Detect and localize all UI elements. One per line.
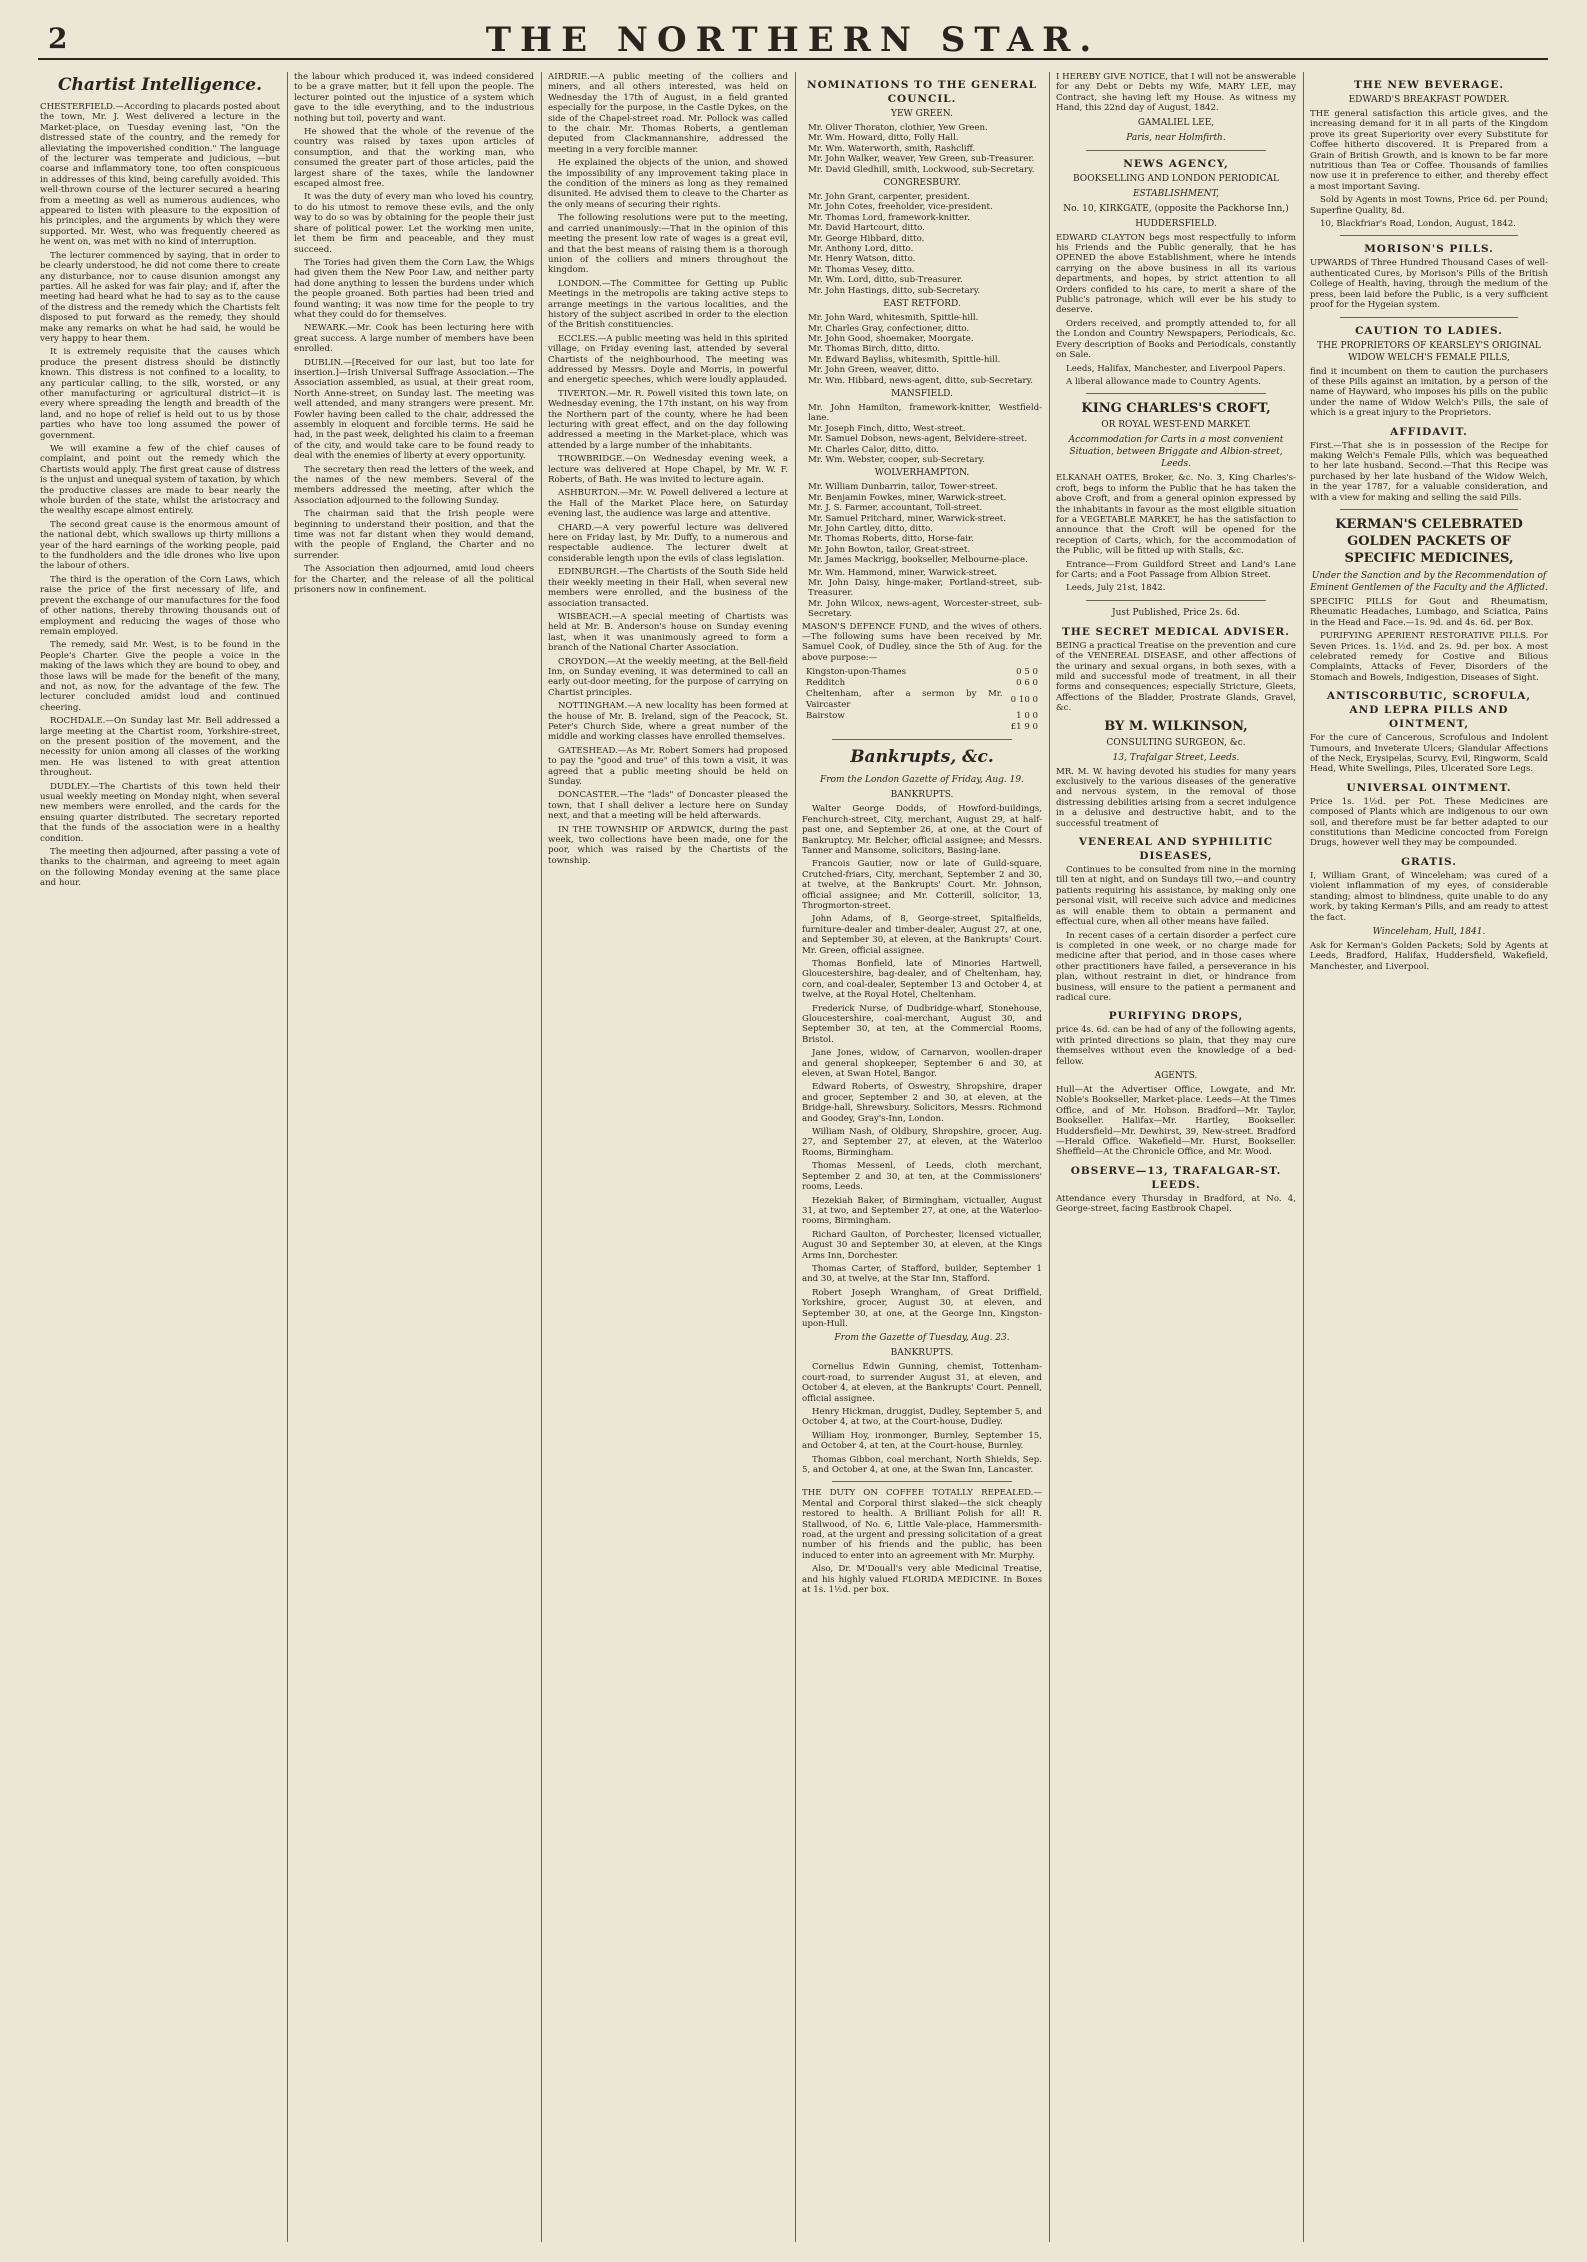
caution-heading: CAUTION TO LADIES. [1355, 324, 1503, 337]
fund-source: Redditch [806, 678, 846, 689]
nomination-place: EAST RETFORD. [883, 299, 961, 310]
fund-amount: 0 5 0 [1016, 667, 1038, 678]
beverage-body: Sold by Agents in most Towns, Price 6d. per Pound; Superfine Quality, 8d. [1310, 195, 1548, 216]
nominee: Mr. Samuel Dobson, news-agent, Belvidere-street. [808, 434, 1028, 445]
page-number: 2 [48, 22, 68, 55]
croft-sub: OR ROYAL WEST-END MARKET. [1101, 420, 1251, 431]
agents-heading: AGENTS. [1154, 1070, 1198, 1081]
bankrupt-entry: Cornelius Edwin Gunning, chemist, Tottenham-court-road, to surrender August 31, at eleven, and October 4, at eleven, at the Bankrupts' Court. Pennell, official assignee. [802, 1362, 1042, 1404]
news-agency-body: Leeds, Halifax, Manchester, and Liverpool Papers. [1066, 363, 1286, 374]
nominee: Mr. John Green, weaver, ditto. [808, 365, 940, 376]
column-rule [795, 72, 796, 2242]
article-paragraph: The following resolutions were put to the meeting, and carried unanimously:—That in the opinion of this meeting the present low rate of wages is a great evil, and that the best means of raising them is a thorough union of the colliers and miners throughout the kingdom. [548, 213, 788, 276]
section-heading-chartist: Chartist Intelligence. [57, 75, 263, 95]
fund-row [802, 678, 1042, 689]
purifying-body: price 4s. 6d. can be had of any of the following agents, with printed directions so plain, that they may cure themselves without even the knowledge of a bed-fellow. [1056, 1025, 1296, 1067]
wilkinson-body: In recent cases of a certain disorder a perfect cure is completed in one week, or no charge made for medicine after that period, and in those cases where other practitioners have failed, a perseverance in his plan, without restraint in diet, or hindrance from business, will ensure to the patient a permanent and radical cure. [1056, 930, 1296, 1003]
fund-amount: 0 10 0 [1010, 694, 1038, 705]
universal-heading: UNIVERSAL OINTMENT. [1346, 781, 1512, 794]
news-agency-town: HUDDERSFIELD. [1135, 218, 1217, 229]
bankrupt-entry: Francois Gautier, now or late of Guild-square, Crutched-friars, City, merchant, September 2 and 30, at twelve, at the Bankrupts' Court. Mr. Johnson, official assignee; and Mr. Cotterill, solicitor, 13, Throgmorton-street. [802, 859, 1042, 911]
article-paragraph: The Tories had given them the Corn Law, the Whigs had given them the New Poor Law, and neither party had done anything to lessen the burdens under which the people groaned. Both parties had been tried and found wanting; it was now time for the people to try what they could do for themselves. [294, 257, 534, 320]
news-agency-establishment: ESTABLISHMENT, [1132, 188, 1220, 199]
nominee: Mr. Thomas Vesey, ditto. [808, 264, 915, 275]
fund-source: Bairstow [806, 711, 845, 722]
nominee: Mr. Thomas Birch, ditto, ditto. [808, 344, 940, 355]
nominations-heading: NOMINATIONS TO THE GENERAL COUNCIL. [807, 79, 1037, 105]
beverage-body: THE general satisfaction this article gives, and the increasing demand for it in all parts of the Kingdom prove its great Superiority over every Substitute for Coffee hitherto discovered. It is Prepared from a Grain of British Growth, and is known to be far more nutritious than Tea or Coffee. Thousands of families now use it in preference to either, and thereby effect a most important Saving. [1310, 109, 1548, 192]
beverage-heading: THE NEW BEVERAGE. [1354, 79, 1504, 91]
news-agency-sub: BOOKSELLING AND LONDON PERIODICAL [1073, 173, 1279, 184]
article-paragraph: CROYDON.—At the weekly meeting, at the Bell-field Inn, on Sunday evening, it was determined to call an early out-door meeting, for the purpose of carrying on Chartist principles. [548, 656, 788, 698]
nomination-names [808, 192, 1042, 296]
nominee: Mr. Joseph Finch, ditto, West-street. [808, 423, 966, 434]
purifying-pills-body: PURIFYING APERIENT RESTORATIVE PILLS. For Seven Prices. 1s. 1½d. and 2s. 9d. per box. A most celebrated remedy for Costive and Bilious Complaints, Attacks of Fever, Disorders of the Stomach and Bowels, Indigestion, Diseases of Sight. [1310, 631, 1548, 683]
specific-pills-body: SPECIFIC PILLS for Gout and Rheumatism, Rheumatic Headaches, Lumbago, and Sciatica, Pains in the Head and Face.—1s. 9d. and 4s. 6d. per Box. [1310, 596, 1548, 628]
nomination-names [808, 313, 1042, 386]
nominee: Mr. John Cartley, ditto, ditto. [808, 524, 933, 534]
article-paragraph: CHESTERFIELD.—According to placards posted about the town, Mr. J. West delivered a lecture in the Market-place, on Tuesday evening last, "On the distressed state of the country, and the remedy for alleviating the impoverished condition." The language of the lecturer was temperate and judicious, —but coarse and inflammatory tone, too often conspicuous in addresses of this kind, being carefully avoided. This well-thrown course of the lecturer secured a hearing from a meeting as well as numerous audiences, who appeared to listen with pleasure to the exposition of his principles, and the arguments by which they were supported. Mr. West, who was frequently cheered as he went on, was met with no kind of interruption. [40, 102, 280, 248]
bankrupt-entry: Frederick Nurse, of Dudbridge-wharf, Stonehouse, Gloucestershire, coal-merchant, August 30, and September 30, at ten, at the Commercial Rooms, Bristol. [802, 1003, 1042, 1045]
nomination-names [808, 123, 1042, 175]
divider [832, 1481, 1012, 1482]
column-four [802, 72, 1042, 2242]
nominee: Mr. William Dunbarrin, tailor, Tower-street. [808, 482, 998, 493]
testimonial-signature: Winceleham, Hull, 1841. [1372, 926, 1486, 937]
fund-amount: £1 9 0 [1010, 722, 1038, 733]
article-paragraph: the labour which produced it, was indeed considered to be a grave matter, but it fell upon the people. The lecturer pointed out the injustice of a system which gave to the idle everything, and to the industrious nothing but toil, poverty and want. [294, 72, 534, 124]
bankrupt-entry: William Nash, of Oldbury, Shropshire, grocer, Aug. 27, and September 27, at eleven, at the Waterloo Rooms, Birmingham. [802, 1127, 1042, 1158]
news-agency-body: EDWARD CLAYTON begs most respectfully to inform his Friends and the Public generally, that he has OPENED the above Establishment, where he intends carrying on the above business in all its various departments, and hopes, by strict attention to all Orders confided to his care, to merit a share of the Public's patronage, which will ever be his study to deserve. [1056, 232, 1296, 316]
article-paragraph: DONCASTER.—The "lads" of Doncaster pleased the town, that I shall deliver a lecture here on Sunday next, and that a meeting will be held afterwards. [548, 790, 788, 822]
article-paragraph: TIVERTON.—Mr. R. Powell visited this town late, on Wednesday evening, the 17th instant, on his way from the Northern part of the county, where he had been lecturing with great effect, and on the day following addressed a meeting in the Market-place, which was attended by a large number of the inhabitants. [548, 388, 788, 451]
article-paragraph: DUBLIN.—[Received for our last, but too late for insertion.]—Irish Universal Suffrage Association.—The Association assembled, as usual, at their great room, North Anne-street, on Sunday last. The meeting was well attended, and many strangers were present. Mr. Fowler having been called to the chair, addressed the assembly in eloquent and forcible terms. He said he had, in the past week, delighted his claim to a freeman of the city, and would take care to be found ready to deal with the enemies of liberty at every opportunity. [294, 357, 534, 462]
nominee: Mr. John Hamilton, framework-knitter, Westfield-lane. [808, 402, 1042, 424]
news-agency-body: A liberal allowance made to Country Agents. [1066, 376, 1262, 387]
purifying-heading: PURIFYING DROPS, [1108, 1010, 1244, 1023]
nominee: Mr. John Grant, carpenter, president. [808, 192, 970, 203]
secret-body: BEING a practical Treatise on the prevention and cure of the VENEREAL DISEASE, and other affections of the urinary and sexual organs, in both sexes, with a mild and successful mode of treatment, in all their forms and consequences; especially Stricture, Gleets, Affections of the Bladder, Prostrate Glands, Gravel, &c. [1056, 640, 1296, 714]
column-rule [1303, 72, 1304, 2242]
news-agency-address: No. 10, KIRKGATE, (opposite the Packhorse Inn,) [1063, 203, 1289, 214]
bankrupt-entry: Jane Jones, widow, of Carnarvon, woollen-draper and general shopkeeper, September 6 and 30, at eleven, at Swan Hotel, Bangor. [802, 1048, 1042, 1080]
nominee: Mr. Charles Calor, ditto, ditto. [808, 444, 939, 455]
coffee-advert-detail: Also, Dr. M'Douall's very able Medicinal Treatise, and his highly valued FLORIDA MEDICINE. In Boxes at 1s. 1½d. per box. [802, 1564, 1042, 1596]
nominee: Mr. Samuel Pritchard, miner, Warwick-street. [808, 513, 1006, 524]
nominee: Mr. David Hartcourt, ditto. [808, 223, 925, 234]
column-rule [1049, 72, 1050, 2242]
bankrupt-entry: Thomas Messenl, of Leeds, cloth merchant, September 2 and 30, at ten, at the Commissioners' rooms, Leeds. [802, 1161, 1042, 1193]
gazette-subhead: BANKRUPTS. [890, 790, 954, 801]
affidavit-heading: AFFIDAVIT. [1390, 425, 1468, 438]
wilkinson-body: MR. M. W. having devoted his studies for many years exclusively to the various diseases of the generative and nervous system, in the removal of those distressing debilities arising from a secret indulgence in a delusive and destructive habit, and to the successful treatment of [1056, 766, 1296, 829]
caution-sub: THE PROPRIETORS OF KEARSLEY'S ORIGINAL WIDOW WELCH'S FEMALE PILLS, [1317, 340, 1541, 363]
nominee: Mr. John Bowton, tailor, Great-street. [808, 544, 971, 555]
column-rule [287, 72, 288, 2242]
nominee: Mr. Anthony Lord, ditto. [808, 244, 914, 255]
notice-place: Paris, near Holmfirth. [1126, 132, 1226, 143]
article-paragraph: TROWBRIDGE.—On Wednesday evening week, a lecture was delivered at Hope Chapel, by Mr. W. F. Roberts, of Bath. He was invited to lecture again. [548, 454, 788, 486]
notice-signature: GAMALIEL LEE, [1137, 117, 1215, 128]
nomination-names [808, 403, 1042, 465]
universal-body: Price 1s. 1½d. per Pot. These Medicines are composed of Plants which are indigenous to our own soil, and therefore must be far better adapted to our constitutions than Medicine concocted from Foreign Drugs, however well they may be compounded. [1310, 796, 1548, 849]
section-heading-bankrupts: Bankrupts, &c. [850, 747, 994, 768]
wife-debt-notice: I HEREBY GIVE NOTICE, that I will not be answerable for any Debt or Debts my Wife, MARY LEE, may Contract, she having left my House. As witness my Hand, this 22nd day of August, 1842. [1056, 72, 1296, 114]
bankrupt-entry: Richard Gaulton, of Porchester, licensed victualler, August 30 and September 30, at eleven, at the Kings Arms Inn, Dorchester. [802, 1229, 1042, 1261]
caution-body: find it incumbent on them to caution the purchasers of these Pills against an imitation, by a person of the name of Hayward, who imposes his pills on the public under the name of Widow Welch's Pills, the sale of which is a great injury to the Proprietors. [1310, 366, 1548, 419]
bankrupt-entry: Hezekiah Baker, of Birmingham, victualler, August 31, at two, and September 27, at one, at the Waterloo-rooms, Birmingham. [802, 1195, 1042, 1227]
beverage-body: 10, Blackfriar's Road, London, August, 1842. [1320, 219, 1516, 230]
column-six [1310, 72, 1548, 2242]
fund-source: Kingston-upon-Thames [806, 667, 907, 678]
nominee: Mr. John Wilcox, news-agent, Worcester-street, sub-Secretary. [808, 598, 1042, 620]
croft-body: Leeds, July 21st, 1842. [1066, 583, 1166, 594]
affidavit-body: First.—That she is in possession of the Recipe for making Welch's Female Pills, which was bequeathed to her late husband. Second.—That this Recipe was purchased by her late husband of the Widow Welch, in the year 1787, for a valuable consideration, and with a view for making and selling the said Pills. [1310, 440, 1548, 503]
article-paragraph: AIRDRIE.—A public meeting of the colliers and miners, and all others interested, was held on Wednesday the 17th of August, in a field granted especially for the purpose, in the Castle Dykes, on the side of the Chapel-street road. Mr. Pollock was called to the chair. Mr. Thomas Roberts, a gentleman deputed from Clackmannanshire, addressed the meeting in a very forcible manner. [548, 72, 788, 155]
nominee: Mr. Oliver Thoraton, clothier, Yew Green. [808, 123, 988, 133]
column-three [548, 72, 788, 2242]
article-paragraph: The remedy, said Mr. West, is to be found in the People's Charter. Give the people a voice in the making of the laws which they are bound to obey, and those laws will be made for the benefit of the many, and not, as now, for the advantage of the few. The lecturer concluded amidst loud and continued cheering. [40, 640, 280, 713]
column-two [294, 72, 534, 2242]
gazette-date: From the Gazette of Tuesday, Aug. 23. [834, 1333, 1010, 1344]
wilkinson-heading: BY M. WILKINSON, [1104, 718, 1248, 734]
croft-italic: Accommodation for Carts in a most convenient Situation, between Briggate and Albion-street, Leeds. [1068, 435, 1284, 470]
defence-fund-notice: MASON'S DEFENCE FUND, and the wives of others.—The following sums have been received by Mr. Samuel Cook, of Dudley, since the 5th of Aug. for the above purpose:— [802, 621, 1042, 663]
nominee: Mr. Wm. Hammond, miner, Warwick-street. [808, 567, 998, 578]
bankrupt-entry: William Hoy, ironmonger, Burnley, September 15, and October 4, at ten, at the Court-house, Burnley. [802, 1430, 1042, 1452]
nominee: Mr. Thomas Roberts, ditto, Horse-fair. [808, 534, 974, 545]
divider [1086, 600, 1266, 601]
nominee: Mr. J. S. Farmer, accountant, Toll-street. [808, 503, 983, 514]
article-paragraph: It is extremely requisite that the causes which produce the present distress should be distinctly known. This distress is not confined to a locality, to any particular calling, to the silk, worsted, or any other manufacturing or agricultural district—it is every where spreading the length and breadth of the land, and no hope of relief is held out to us by those parties who have too long assumed the power of government. [40, 347, 280, 441]
fund-row [802, 689, 1042, 711]
article-paragraph: The second great cause is the enormous amount of the national debt, which swallows up thirty millions a year of the hard earnings of the working people, paid to the fundholders and the idle drones who live upon the labour of others. [40, 519, 280, 572]
article-paragraph: The meeting then adjourned, after passing a vote of thanks to the chairman, and agreeing to meet again on the following Monday evening at the same place and hour. [40, 847, 280, 889]
kerman-heading: KERMAN'S CELEBRATED GOLDEN PACKETS OF SPECIFIC MEDICINES, [1335, 516, 1523, 566]
article-paragraph: EDINBURGH.—The Chartists of the South Side held their weekly meeting in their Hall, when several new members were enrolled, and the business of the association transacted. [548, 567, 788, 609]
croft-body: ELKANAH OATES, Broker, &c. No. 3, King Charles's-croft, begs to inform the Public that he has taken the above Croft, and from a general opinion expressed by the inhabitants in favour as the most eligible situation for a VEGETABLE MARKET, he has the satisfaction to announce that the Croft will be opened for the reception of Carts, which, for the accommodation of the Public, will be fitted up with Stalls, &c. [1056, 473, 1296, 557]
nominee: Mr. Charles Gray, confectioner, ditto. [808, 323, 970, 334]
coffee-advert: THE DUTY ON COFFEE TOTALLY REPEALED.—Mental and Corporal thirst slaked—the sick cheaply restored to health. A Brilliant Polish for all! R. Stallwood, of No. 6, Little Vale-place, Hammersmith-road, at the urgent and pressing solicitation of a great number of his friends and the public, has been induced to enter into an agreement with Mr. Murphy. [802, 1488, 1042, 1561]
fund-source [802, 722, 1007, 733]
defence-fund-table [802, 667, 1042, 733]
fund-amount: 1 0 0 [1016, 711, 1038, 722]
fund-amount: 0 6 0 [1016, 678, 1038, 689]
fund-row [802, 722, 1042, 733]
article-paragraph: CHARD.—A very powerful lecture was delivered here on Friday last, by Mr. Duffy, to a numerous and respectable audience. The lecturer dwelt at considerable length upon the evils of class legislation. [548, 522, 788, 564]
wilkinson-diseases: VENEREAL AND SYPHILITIC DISEASES, [1078, 836, 1274, 863]
nominee: Mr. John Good, shoemaker, Moorgate. [808, 333, 974, 344]
article-paragraph: NEWARK.—Mr. Cook has been lecturing here with great success. A large number of members have been enrolled. [294, 323, 534, 355]
article-paragraph: He explained the objects of the union, and showed the impossibility of any improvement taking place in the condition of the miners as long as they remained disunited. He advised them to cleave to the Charter as the only means of securing their rights. [548, 158, 788, 210]
bankrupt-entry: Robert Joseph Wrangham, of Great Driffield, Yorkshire, grocer, August 30, at eleven, and September 30, at one, at the George Inn, Kingston-upon-Hull. [802, 1287, 1042, 1329]
nominee: Mr. Wm. Lord, ditto, sub-Treasurer. [808, 275, 963, 286]
nomination-place: WOLVERHAMPTON. [874, 468, 970, 479]
gazette-subhead: BANKRUPTS. [890, 1348, 954, 1359]
secret-pre: Just Published, Price 2s. 6d. [1112, 607, 1240, 618]
news-agency-body: Orders received, and promptly attended to, for all the London and Country Newspapers, Periodicals, &c. Every description of Books and Periodicals, constantly on Sale. [1056, 318, 1296, 361]
nominations-list [802, 108, 1042, 620]
nomination-place: YEW GREEN. [891, 109, 953, 119]
article-paragraph: IN THE TOWNSHIP OF ARDWICK, during the past week, two collections have been made, one for the poor, which was raised by the Chartists of the township. [548, 824, 788, 866]
secret-heading: THE SECRET MEDICAL ADVISER. [1062, 625, 1290, 638]
news-agency-heading: NEWS AGENCY, [1123, 157, 1229, 170]
nominee: Mr. Wm. Webster, cooper, sub-Secretary. [808, 454, 985, 465]
nominee: Mr. John Ward, whitesmith, Spittle-hill. [808, 313, 979, 324]
bankrupt-entry: Henry Hickman, druggist, Dudley, September 5, and October 4, at two, at the Court-house, Dudley. [802, 1407, 1042, 1428]
article-paragraph: It was the duty of every man who loved his country, to do his utmost to remove these evils, and the only way to do so was by obtaining for the people their just share of political power. Let the working men unite, let them be firm and peaceable, and they must succeed. [294, 192, 534, 255]
fund-row [802, 667, 1042, 678]
article-paragraph: ROCHDALE.—On Sunday last Mr. Bell addressed a large meeting at the Chartist room, Yorkshire-street, on the present position of the movement, and the necessity for union among all classes of the working men. He was listened to with great attention throughout. [40, 716, 280, 779]
nominee: Mr. Benjamin Fowkes, miner, Warwick-street. [808, 492, 1007, 503]
nomination-place: CONGRESBURY. [883, 178, 961, 189]
beverage-sub: EDWARD'S BREAKFAST POWDER. [1348, 95, 1510, 105]
bankrupt-entry: Thomas Bonfield, late of Minories Hartwell, Gloucestershire, bag-dealer, and of Cheltenham, hay, corn, and coal-dealer, September 13 and October 4, at twelve, at the Royal Hotel, Cheltenham. [802, 958, 1042, 1001]
article-paragraph: We will examine a few of the chief causes of complaint, and point out the remedy which the Chartists would apply. The first great cause of distress is the unjust and unequal system of taxation, by which the productive classes are made to bear nearly the whole burden of the state, whilst the aristocracy and the wealthy escape almost entirely. [40, 444, 280, 517]
fund-row [802, 711, 1042, 722]
divider [1340, 235, 1518, 236]
morison-heading: MORISON'S PILLS. [1364, 243, 1494, 256]
article-paragraph: LONDON.—The Committee for Getting up Public Meetings in the metropolis are taking active steps to arrange meetings in the various localities, and the history of the subject ascribed in order to the election of the British constituencies. [548, 278, 788, 331]
ointment-heading: ANTISCORBUTIC, SCROFULA, AND LEPRA PILLS AND OINTMENT, [1326, 690, 1532, 731]
column-five [1056, 72, 1296, 2242]
nominee: Mr. Wm. Hibbard, news-agent, ditto, sub-Secretary. [808, 375, 1034, 386]
testimonial: I, William Grant, of Winceleham; was cured of a violent inflammation of my eyes, of considerable standing; almost to blindness, quite unable to do any work, by taking Kerman's Pills, and am ready to attest the fact. [1310, 870, 1548, 923]
gratis-heading: GRATIS. [1401, 855, 1457, 868]
wilkinson-body: Continues to be consulted from nine in the morning till ten at night, and on Sundays till two,—and country patients requiring his assistance, by making only one personal visit, will receive such advice and medicines as will enable them to obtain a permanent and effectual cure, when all other means have failed. [1056, 865, 1296, 928]
nominee: Mr. James Mackrigg, bookseller, Melbourne-place. [808, 555, 1028, 566]
nomination-place: MANSFIELD. [891, 388, 953, 399]
article-paragraph: ASHBURTON.—Mr. W. Powell delivered a lecture at the Hall of the Market Place here, on Saturday evening last, the audience was large and attentive. [548, 488, 788, 520]
divider [1086, 150, 1266, 151]
nominee: Mr. John Walker, weaver, Yew Green, sub-Treasurer. [808, 154, 1035, 165]
article-paragraph: The lecturer commenced by saying, that in order to be clearly understood, he did not come there to create any disturbance, nor to cause disunion amongst any parties. All he asked for was fair play; and if, after the meeting had heard what he had to say as to the cause of the distress and the remedy which the Chartists felt disposed to put forward as the remedy, they should make any remarks on what he had said, he would be very happy to hear them. [40, 250, 280, 344]
nominee: Mr. John Cotes, freeholder, vice-president. [808, 202, 993, 213]
article-paragraph: He showed that the whole of the revenue of the country was raised by taxes upon articles of consumption, and that the working man, who consumed the greater part of those articles, paid the largest share of the taxes, while the landowner escaped almost free. [294, 127, 534, 190]
nominee: Mr. Edward Bayliss, whitesmith, Spittle-hill. [808, 354, 1001, 365]
croft-heading: KING CHARLES'S CROFT, [1081, 401, 1271, 417]
nominee: Mr. Henry Watson, ditto. [808, 254, 916, 265]
bankrupt-entry: Edward Roberts, of Oswestry, Shropshire, draper and grocer, September 2 and 30, at eleven, at the Bridge-hall, Shrewsbury. Solicitors, Messrs. Richmond and Goodey, Gray's-Inn, London. [802, 1082, 1042, 1124]
wilkinson-address: 13, Trafalgar Street, Leeds. [1112, 752, 1240, 763]
nominee: Mr. John Daisy, hinge-maker, Portland-street, sub-Treasurer. [808, 578, 1042, 599]
nominee: Mr. Wm. Howard, ditto, Folly Hall. [808, 133, 959, 144]
nominee: Mr. John Hastings, ditto, sub-Secretary. [808, 285, 981, 296]
nominee: Mr. George Hibbard, ditto. [808, 233, 925, 244]
morison-body: UPWARDS of Three Hundred Thousand Cases of well-authenticated Cures, by Morison's Pills of the British College of Health, having, through the medium of the press, been laid before the Public, is a very sufficient proof for the Hygeian system. [1310, 258, 1548, 311]
agents-list: Hull—At the Advertiser Office, Lowgate, and Mr. Noble's Bookseller, Market-place. Leeds—At the Times Office, and of Mr. Hobson. Bradford—Mr. Taylor, Bookseller. Halifax—Mr. Hartley, Bookseller. Huddersfield—Mr. Dewhirst, 39, New-street. Bradford—Herald Office. Wakefield—Mr. Hurst, Bookseller. Sheffield—At the Chronicle Office, and Mr. Wood. [1056, 1084, 1296, 1158]
article-paragraph: WISBEACH.—A special meeting of Chartists was held at Mr. B. Anderson's house on Sunday evening last, when it was unanimously agreed to form a branch of the National Charter Association. [548, 611, 788, 654]
article-paragraph: The secretary then read the letters of the week, and the names of the new members. Several of the members addressed the meeting, after which the Association adjourned to the following Sunday. [294, 464, 534, 506]
observe-heading: OBSERVE—13, TRAFALGAR-ST. LEEDS. [1070, 1164, 1282, 1191]
divider [1086, 393, 1266, 394]
bankrupt-entry: Thomas Gibbon, coal merchant, North Shields, Sep. 5, and October 4, at one, at the Swan Inn, Lancaster. [802, 1454, 1042, 1476]
kerman-footer: Ask for Kerman's Golden Packets; Sold by Agents at Leeds, Bradford, Halifax, Huddersfield, Wakefield, Manchester, and Liverpool. [1310, 940, 1548, 972]
masthead [38, 18, 1548, 60]
croft-body: Entrance—From Guildford Street and Land's Lane for Carts; and a Foot Passage from Albion Street. [1056, 559, 1296, 580]
nomination-names [808, 482, 1042, 565]
newspaper-title: THE NORTHERN STAR. [485, 20, 1101, 60]
fund-source: Cheltenham, after a sermon by Mr. Vaircaster [806, 689, 1003, 711]
nominee: Mr. David Gledhill, smith, Lockwood, sub-Secretary. [808, 164, 1035, 175]
kerman-sub: Under the Sanction and by the Recommendation of Eminent Gentlemen of the Faculty and the Afflicted. [1310, 570, 1548, 593]
article-paragraph: The chairman said that the Irish people were beginning to understand their position, and that the time was not far distant when they would demand, with the people of England, the Charter and no surrender. [294, 509, 534, 561]
divider [832, 739, 1012, 740]
article-paragraph: ECCLES.—A public meeting was held in this spirited village, on Friday evening last, attended by several Chartists of the neighbourhood. The meeting was addressed by Messrs. Doyle and Morris, in powerful and energetic speeches, which were loudly applauded. [548, 333, 788, 386]
bankrupt-entry: Thomas Carter, of Stafford, builder, September 1 and 30, at twelve, at the Star Inn, Stafford. [802, 1263, 1042, 1285]
bankrupt-entry: John Adams, of 8, George-street, Spitalfields, furniture-dealer and timber-dealer, August 27, at one, and September 30, at eleven, at the Bankrupts' Court. Mr. Green, official assignee. [802, 914, 1042, 956]
observe-body: Attendance every Thursday in Bradford, at No. 4, George-street, facing Eastbrook Chapel. [1056, 1193, 1296, 1215]
divider [1340, 509, 1518, 510]
nominee: Mr. Thomas Lord, framework-knitter. [808, 212, 970, 223]
wilkinson-sub: CONSULTING SURGEON, &c. [1106, 737, 1246, 748]
ointment-body: For the cure of Cancerous, Scrofulous and Indolent Tumours, and Inveterate Ulcers; Glandular Affections of the Neck, Erysipelas, Scurvy, Evil, Ringworm, Scald Head, White Swellings, Piles, Ulcerated Sore Legs. [1310, 733, 1548, 775]
column-rule [541, 72, 542, 2242]
article-paragraph: The Association then adjourned, amid loud cheers for the Charter, and the release of all the political prisoners now in confinement. [294, 564, 534, 596]
article-paragraph: The third is the operation of the Corn Laws, which raise the price of the first necessary of life, and prevent the exchange of our manufactures for the food of other nations, thereby throwing thousands out of employment and reducing the wages of those who remain employed. [40, 574, 280, 637]
article-paragraph: DUDLEY.—The Chartists of this town held their usual weekly meeting on Monday night, when several new members were enrolled, and the cards for the ensuing quarter distributed. The secretary reported that the funds of the association were in a healthy condition. [40, 781, 280, 844]
nominee: Mr. Wm. Waterworth, smith, Rashcliff. [808, 143, 976, 154]
article-paragraph: NOTTINGHAM.—A new locality has been formed at the house of Mr. B. Ireland, sign of the Peacock, St. Peter's Church Side, where a great number of the middle and working classes have enrolled themselves. [548, 701, 788, 743]
column-chartist-intelligence [40, 72, 280, 2242]
bankrupt-entry: Walter George Dodds, of Howford-buildings, Fenchurch-street, City, merchant, August 29, at half-past one, and September 26, at one, at the Court of Bankruptcy. Mr. Belcher, official assignee; and Messrs. Tanner and Mansome, solicitors, Basing-lane. [802, 804, 1042, 856]
nomination-names [808, 568, 1042, 620]
divider [1340, 317, 1518, 318]
article-paragraph: GATESHEAD.—As Mr. Robert Somers had proposed to pay the "good and true" of this town a visit, it was agreed that a public meeting should be held on Sunday. [548, 745, 788, 787]
gazette-date: From the London Gazette of Friday, Aug. 19. [820, 775, 1024, 786]
